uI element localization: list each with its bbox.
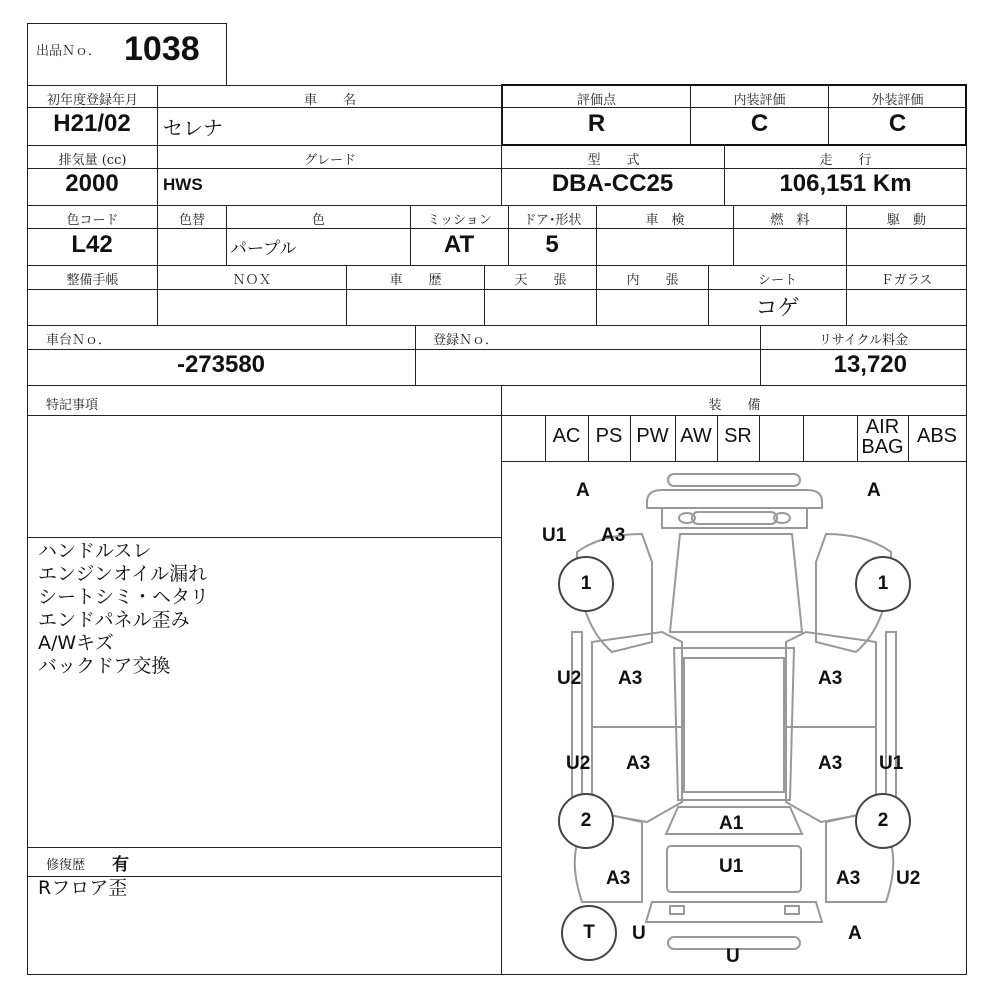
spare-tire: T	[561, 905, 617, 961]
note-item: ハンドルスレ	[38, 540, 152, 562]
grade-value: HWS	[163, 175, 203, 194]
equipment-air: AIR	[865, 416, 900, 438]
score-value: R	[587, 110, 606, 137]
damage-code: U2	[557, 668, 582, 689]
f-glass-label: Ｆガラス	[880, 273, 933, 288]
nox-label: ＮＯＸ	[232, 273, 272, 288]
damage-code: A3	[818, 753, 843, 774]
equipment-abs: ABS	[916, 425, 958, 447]
color-code-value: L42	[71, 231, 113, 258]
exterior-score-value: C	[888, 110, 907, 137]
equipment-aw: AW	[680, 425, 712, 447]
damage-code: U2	[566, 753, 591, 774]
repair-history-label: 修復歴	[46, 858, 86, 873]
special-notes-label: 特記事項	[46, 398, 99, 413]
registration-no-label: 登録Ｎｏ．	[433, 333, 499, 348]
first-reg-value: H21/02	[53, 110, 131, 137]
damage-code: U1	[542, 525, 567, 546]
damage-code: A	[867, 480, 881, 501]
seat-label: シート	[757, 273, 797, 288]
model-value: DBA-CC25	[551, 170, 674, 197]
repair-note: Rフロア歪	[38, 877, 128, 899]
first-reg-label: 初年度登録年月	[46, 93, 138, 108]
damage-code: U	[632, 923, 646, 944]
equipment-pw: PW	[636, 425, 669, 447]
score-label: 評価点	[576, 93, 616, 108]
interior-trim-label: 内 張	[626, 273, 679, 288]
door-shape-value: 5	[545, 231, 559, 258]
chassis-no-value: -273580	[176, 351, 266, 378]
displacement-label: 排気量 (cc)	[58, 153, 127, 168]
color-value: パープル	[230, 239, 297, 259]
car-history-label: 車 歴	[389, 273, 442, 288]
lot-number: 1038	[124, 30, 200, 68]
car-name-label: 車 名	[303, 93, 356, 108]
damage-code: A	[848, 923, 862, 944]
color-change-label: 色替	[178, 213, 205, 228]
damage-code: A3	[606, 868, 631, 889]
equipment-ps: PS	[595, 425, 623, 447]
grade-label: グレード	[303, 153, 356, 168]
damage-code: A	[576, 480, 590, 501]
note-item: シートシミ・ヘタリ	[38, 586, 210, 608]
wheel-rear-left: 2	[558, 793, 614, 849]
damage-code: U	[726, 946, 740, 967]
service-book-label: 整備手帳	[66, 273, 119, 288]
note-item: エンドパネル歪み	[38, 609, 190, 631]
door-shape-label: ドア･形状	[523, 213, 582, 228]
wheel-rear-right: 2	[855, 793, 911, 849]
wheel-front-right: 1	[855, 556, 911, 612]
interior-score-label: 内装評価	[733, 93, 786, 108]
equipment-ac: AC	[552, 425, 581, 447]
chassis-no-label: 車台Ｎｏ．	[46, 333, 112, 348]
interior-score-value: C	[750, 110, 769, 137]
note-item: エンジンオイル漏れ	[38, 563, 208, 585]
damage-code: A3	[601, 525, 626, 546]
lot-label: 出品Ｎｏ．	[36, 44, 102, 59]
inspection-label: 車 検	[645, 213, 685, 228]
model-label: 型 式	[587, 153, 640, 168]
equipment-sr: SR	[724, 425, 752, 447]
ceiling-label: 天 張	[514, 273, 567, 288]
damage-code: A3	[618, 668, 643, 689]
special-notes-list	[38, 540, 209, 678]
transmission-value: AT	[443, 231, 475, 258]
damage-code: A3	[836, 868, 861, 889]
seat-value: コゲ	[755, 296, 800, 321]
note-item: A/Wキズ	[38, 632, 114, 654]
damage-code: A3	[626, 753, 651, 774]
damage-code: A1	[719, 813, 744, 834]
transmission-label: ミッション	[427, 213, 492, 228]
recycle-fee-label: リサイクル料金	[818, 333, 909, 348]
car-name-value: セレナ	[163, 116, 223, 140]
damage-code: U2	[896, 868, 921, 889]
equipment-bag: BAG	[861, 436, 904, 458]
damage-code: U1	[719, 856, 744, 877]
recycle-fee-value: 13,720	[833, 351, 907, 378]
equipment-label: 装 備	[708, 398, 761, 413]
repair-history-value: 有	[112, 855, 129, 875]
displacement-value: 2000	[65, 170, 119, 197]
fuel-label: 燃 料	[770, 213, 810, 228]
drive-label: 駆 動	[886, 213, 926, 228]
mileage-label: 走 行	[819, 153, 872, 168]
mileage-value: 106,151 Km	[779, 170, 912, 197]
damage-code: A3	[818, 668, 843, 689]
car-diagram	[502, 462, 966, 974]
damage-code: U1	[879, 753, 904, 774]
wheel-front-left: 1	[558, 556, 614, 612]
note-item: バックドア交換	[38, 655, 171, 677]
color-label: 色	[311, 213, 325, 228]
exterior-score-label: 外装評価	[871, 93, 924, 108]
color-code-label: 色コード	[66, 213, 119, 228]
